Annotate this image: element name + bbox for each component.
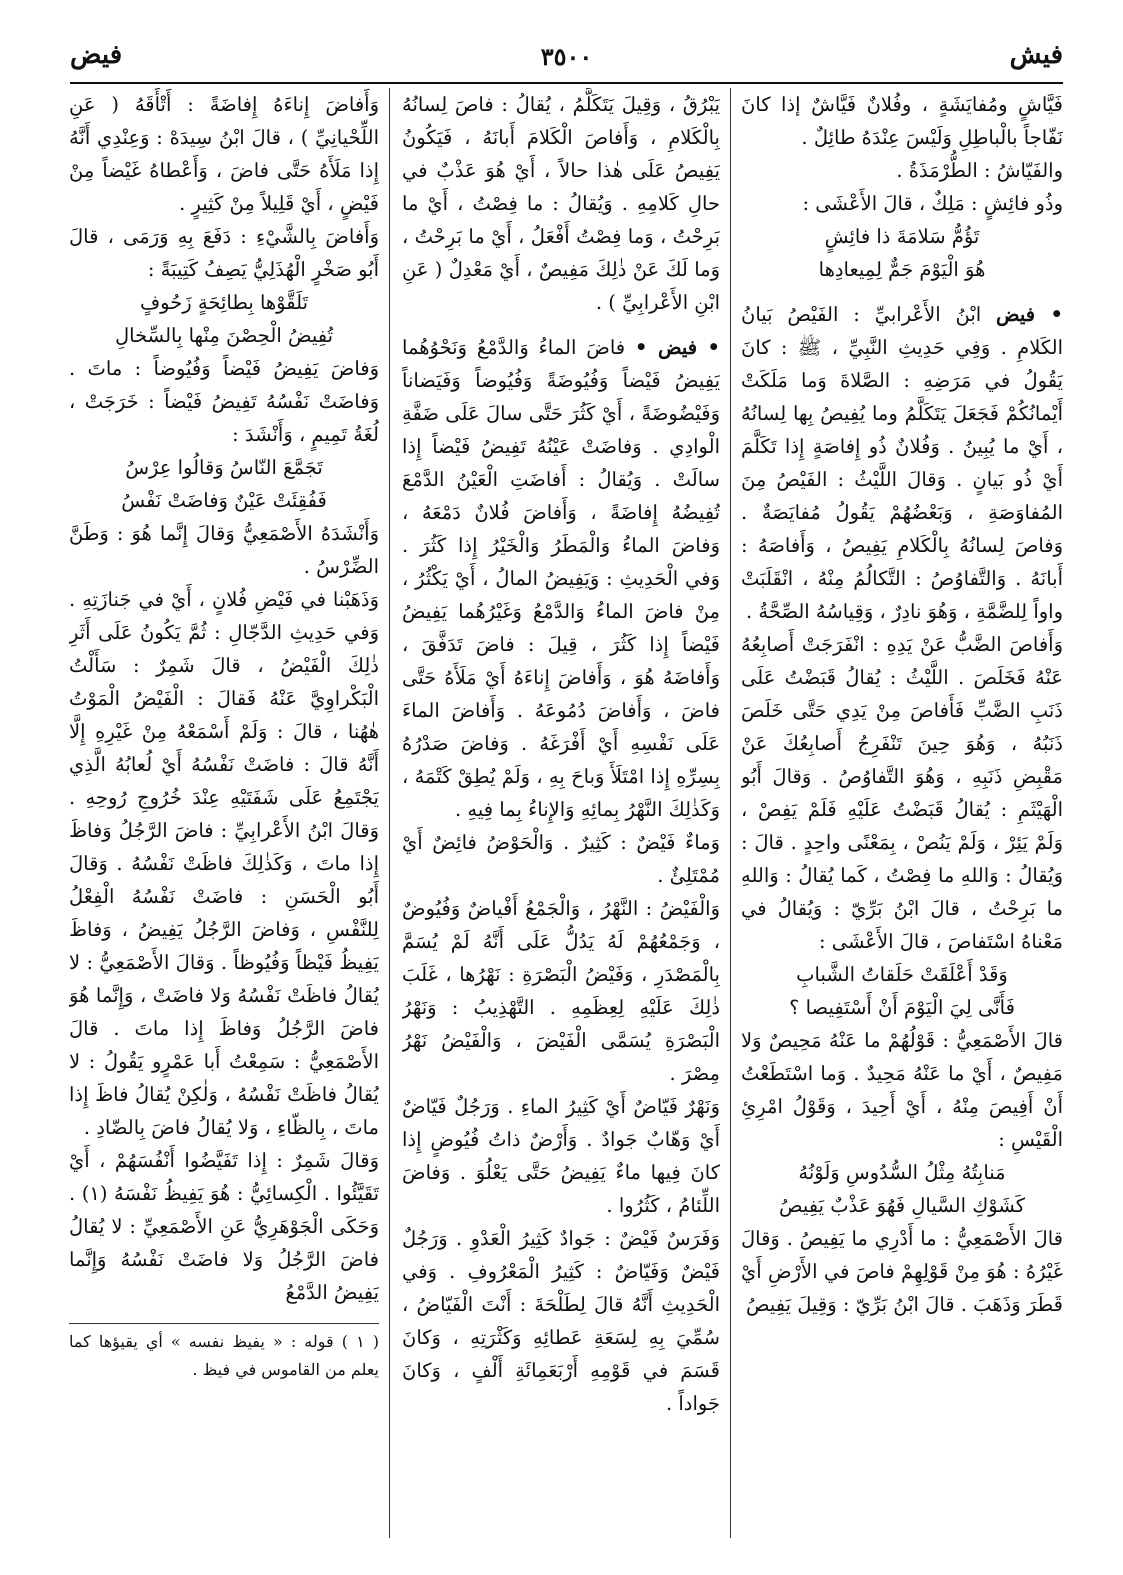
paragraph: فاضَ الماءُ وَالدَّمْعُ وَنَحْوُهُما يَفِيضُ فَيْضاً وَفُيُوضَةً وَفُيُوضاً وَفَيَضاناً وَفَيْضُوضَةً ، أَيْ كَثُرَ حَتَّى سالَ عَلَى ضَفَّةِ الْوادِي . وَفاضَتْ عَيْنُهُ تَفِيضُ فَيْضاً إِذا سالَتْ . وَيُقالُ : أَفاضَتِ الْعَيْنُ الدَّمْعَ تُفِيضُهُ إِفاضَةً ، وَأَفاضَ فُلانٌ دَمْعَهُ ، وَفاضَ الماءُ وَالْمَطَرُ وَالْخَيْرُ إِذا كَثُرَ . وَفي الْحَدِيثِ : وَيَفِيضُ المالُ ، أَيْ يَكْثُرُ ، مِنْ فاضَ الماءُ وَالدَّمْعُ وَغَيْرُهُما يَفِيضُ فَيْضاً إِذا كَثُرَ ، قِيلَ : فاضَ تَدَفَّقَ ، وَأَفاضَهُ هُوَ ، وَأَفاضَ إِناءَهُ أَيْ مَلَأَهُ حَتَّى فاضَ ، وَأَفاضَ دُمُوعَهُ . وَأَفاضَ الماءَ عَلَى نَفْسِهِ أَيْ أَفْرَغَهُ . وَفاضَ صَدْرُهُ بِسِرِّهِ إِذا امْتَلَأَ وَباحَ بِهِ ، وَلَمْ يُطِقْ كَتْمَهُ ، وَكَذٰلِكَ النَّهْرُ بِمائِهِ وَالإِناءُ بِما فِيهِ . bbox=[402, 336, 720, 821]
paragraph: وَفَرَسٌ فَيْضٌ : جَوادٌ كَثِيرُ الْعَدْوِ . وَرَجُلٌ فَيْضٌ وَفَيّاضٌ : كَثِيرُ الْمَعْرُوفِ . وَفي الْحَدِيثِ أَنَّهُ قالَ لِطَلْحَةَ : أَنْتَ الْفَيّاضُ ، سُمِّيَ بِهِ لِسَعَةِ عَطائِهِ وَكَثْرَتِهِ ، وَكانَ قَسَمَ في قَوْمِهِ أَرْبَعَمِائَةِ أَلْفٍ ، وَكانَ جَواداً . bbox=[402, 1227, 720, 1415]
entry-fays bbox=[741, 298, 1063, 628]
verse-line: كَشَوْكِ السَّيالِ فَهُوَ عَذْبٌ يَفِيصُ bbox=[778, 1194, 1026, 1217]
paragraph: وَقالَ شَمِرٌ : إِذا تَفَيَّضُوا أَنْفُسَهُمْ ، أَيْ تَقَيَّئُوا . الْكِسائِيُّ : هُوَ يَفِيظُ نَفْسَهُ (١) . وَحَكَى الْجَوْهَرِيُّ عَنِ الأَصْمَعِيِّ : لا يُقالُ فاضَ الرَّجُلُ وَلا فاضَتْ نَفْسُهُ وَإِنَّما يَفِيضُ الدَّمْعُ bbox=[69, 1149, 379, 1304]
column-divider bbox=[730, 88, 731, 1538]
footnote: ( ١ ) قوله : « يفيظ نفسه » أي يقيؤها كما يعلم من القاموس في فيظ . bbox=[69, 1332, 379, 1379]
entry-headword: • فيض • bbox=[635, 336, 720, 359]
paragraph: والفَيّاشُ : الطُّرْمَذَةُ . bbox=[896, 159, 1063, 182]
paragraph: وَذَهَبْنا في فَيْضِ فُلانٍ ، أَيْ في جَنازَتِهِ . وَفي حَدِيثِ الدَّجّالِ : ثُمَّ يَكُونُ عَلَى أَثَرِ ذٰلِكَ الْفَيْضُ ، قالَ شَمِرٌ : سَأَلْتُ الْبَكْراوِيَّ عَنْهُ فَقالَ : الْفَيْضُ الْمَوْتُ هٰهُنا ، قالَ : وَلَمْ أَسْمَعْهُ مِنْ غَيْرِهِ إِلَّا أَنَّهُ قالَ : فاضَتْ نَفْسُهُ أَيْ لُعابُهُ الَّذِي يَجْتَمِعُ عَلَى شَفَتَيْهِ عِنْدَ خُرُوجِ رُوحِهِ . وَقالَ ابْنُ الأَعْرابِيِّ : فاضَ الرَّجُلُ وَفاظَ إِذا ماتَ ، وَكَذٰلِكَ فاظَتْ نَفْسُهُ . وَقالَ أَبُو الْحَسَنِ : فاضَتْ نَفْسُهُ الْفِعْلُ لِلنَّفْسِ ، وَفاضَ الرَّجُلُ يَفِيضُ ، وَفاظَ يَفِيظُ فَيْظاً وَفُيُوظاً . وَقالَ الأَصْمَعِيُّ : لا يُقالُ فاظَتْ نَفْسُهُ وَلا فاضَتْ ، وَإِنَّما هُوَ فاضَ الرَّجُلُ وَفاظَ إِذا ماتَ . قالَ الأَصْمَعِيُّ : سَمِعْتُ أَبا عَمْرٍو يَقُولُ : لا يُقالُ فاظَتْ نَفْسُهُ ، وَلٰكِنْ يُقالُ فاظَ إِذا ماتَ ، بِالظّاءِ ، وَلا يُقالُ فاضَ بِالضّادِ . bbox=[69, 588, 379, 1139]
page-number: ٣٥٠٠ bbox=[540, 42, 593, 71]
header-left-word: فيض bbox=[70, 40, 123, 70]
verse-line: فَأَنَّى لِيَ الْيَوْمَ أَنْ أَسْتَفِيصا ؟ bbox=[789, 996, 1015, 1019]
verse-line: تَجَمَّعَ النّاسُ وَقالُوا عِرْسُ bbox=[125, 456, 323, 479]
column-divider bbox=[389, 88, 390, 1538]
column-left bbox=[69, 88, 379, 1548]
paragraph: وَأَنْشَدَهُ الأَصْمَعِيُّ وَقالَ إِنَّما هُوَ : وَطَنَّ الضِّرْسُ . bbox=[69, 522, 379, 578]
verse-line: فَفُقِئَتْ عَيْنٌ وَفاضَتْ نَفْسُ bbox=[121, 489, 327, 512]
column-right bbox=[741, 88, 1063, 1548]
verse-line: تُفِيضُ الْحِصْنَ مِنْها بِالسِّخالِ bbox=[114, 324, 334, 347]
paragraph: وَأَفاضَ إِناءَهُ إِفاضَةً : أَتْأَقَهُ ( عَنِ اللِّحْيانِيِّ ) ، قالَ ابْنُ سِيدَهْ : وَعِنْدِي أَنَّهُ إِذا مَلَأَهُ حَتَّى فاضَ ، وَأَعْطاهُ غَيْضاً مِنْ فَيْضٍ ، أَيْ قَلِيلاً مِنْ كَثِيرٍ . bbox=[69, 93, 379, 215]
paragraph: وَأَفاصَ الضَّبُّ عَنْ يَدِهِ : انْفَرَجَتْ أَصابِعُهُ عَنْهُ فَخَلَصَ . اللَّيْثُ : يُقالُ قَبَضْتُ عَلَى ذَنَبِ الضَّبِّ فَأَفاصَ مِنْ يَدِي حَتَّى خَلَصَ ذَنَبُهُ ، وَهُوَ حِينَ تَنْفَرِجُ أَصابِعُكَ عَنْ مَقْبِضِ ذَنَبِهِ ، وَهُوَ التَّفاوُصُ . وَقالَ أَبُو الْهَيْثَمِ : يُقالُ قَبَضْتُ عَلَيْهِ فَلَمْ يَفِصْ ، وَلَمْ يَئِرْ ، وَلَمْ يَنُصْ ، بِمَعْنًى واحِدٍ . قالَ : وَيُقالُ : وَاللهِ ما فِصْتُ ، كَما يُقالُ : وَاللهِ ما بَرِحْتُ ، قالَ ابْنُ بَرِّيّ : وَيُقالُ في مَعْناهُ اسْتَفاصَ ، قالَ الأَعْشَى : bbox=[741, 633, 1063, 953]
column-middle bbox=[402, 88, 720, 1548]
header-right-word: فيش bbox=[1009, 40, 1063, 70]
paragraph: قالَ الأَصْمَعِيُّ : قَوْلُهُمْ ما عَنْهُ مَحِيصٌ وَلا مَفِيصٌ ، أَيْ ما عَنْهُ مَحِيدٌ . وَما اسْتَطَعْتُ أَنْ أَفِيصَ مِنْهُ ، أَيْ أَحِيدَ ، وَقَوْلُ امْرِئِ الْقَيْسِ : bbox=[741, 1029, 1063, 1151]
paragraph: ابْنُ الأَعْرابيِّ : الفَيْصُ بَيانُ الكَلامِ . وَفِي حَدِيثِ النَّبِيِّ ، ﷺ : كانَ يَقُولُ في مَرَضِهِ : الصَّلاةَ وَما مَلَكَتْ أَيْمانُكُمْ فَجَعَلَ يَتَكَلَّمُ وما يُفِيصُ بِها لِسانُهُ ، أَيْ ما يُبِينُ . وَفُلانٌ ذُو إِفاصَةٍ إِذا تَكَلَّمَ أَيْ ذُو بَيانٍ . وَقالَ اللَّيْثُ : الفَيْصُ مِنَ المُفاوَصَةِ ، وَبَعْضُهُمْ يَقُولُ مُفايَصَةٌ . وَفاصَ لِسانُهُ بِالْكَلامِ يَفِيصُ ، وَأَفاصَهُ : أَبانَهُ . وَالتَّفاوُصُ : التَّكالُمُ مِنْهُ ، انْقَلَبَتْ واواً لِلضَّمَّةِ ، وَهُوَ نادِرٌ ، وَقِياسُهُ الصِّحَّةُ . bbox=[741, 303, 1063, 623]
paragraph: وَماءٌ فَيْضٌ : كَثِيرٌ . وَالْحَوْضُ فائِضٌ أَيْ مُمْتَلِئٌ . bbox=[402, 831, 720, 887]
verse-line: مَنابِتُهُ مِثْلُ السُّدُوسِ وَلَوْنُهُ bbox=[798, 1161, 1006, 1184]
paragraph: وَأَفاضَ بِالشَّيْءِ : دَفَعَ بِهِ وَرَمَى ، قالَ أَبُو صَخْرٍ الْهُذَلِيُّ يَصِفُ كَتِيبَةً : bbox=[69, 225, 379, 281]
paragraph: وَفاضَ يَفِيضُ فَيْضاً وَفُيُوضاً : ماتَ . وَفاضَتْ نَفْسُهُ تَفِيضُ فَيْضاً : خَرَجَتْ ، لُغَةُ تَمِيمٍ ، وَأَنْشَدَ : bbox=[69, 357, 379, 446]
verse-line: تَلَقَّوْها بِطائِحَةٍ زَحُوفٍ bbox=[139, 291, 309, 314]
entry-gap bbox=[402, 319, 720, 331]
entry-headword: • فيض bbox=[996, 303, 1063, 326]
footnote-divider bbox=[69, 1323, 379, 1324]
paragraph: وَالْفَيْضُ : النَّهْرُ ، وَالْجَمْعُ أَفْياضٌ وَفُيُوضٌ ، وَجَمْعُهُمْ لَهُ يَدُلُّ عَلَى أَنَّهُ لَمْ يُسَمَّ بِالْمَصْدَرِ ، وَفَيْضُ الْبَصْرَةِ : نَهْرُها ، غَلَبَ ذٰلِكَ عَلَيْهِ لِعِظَمِهِ . التَّهْذِيبُ : وَنَهْرُ الْبَصْرَةِ يُسَمَّى الْفَيْضَ ، وَالْفَيْضُ نَهْرُ مِصْرَ . bbox=[402, 897, 720, 1085]
paragraph: وَنَهْرٌ فَيّاضٌ أَيْ كَثِيرُ الماءِ . وَرَجُلٌ فَيّاضٌ أَيْ وَهّابٌ جَوادٌ . وَأَرْضٌ ذاتُ فُيُوضٍ إِذا كانَ فِيها ماءٌ يَفِيضُ حَتَّى يَعْلُوَ . وَفاضَ اللِّئامُ ، كَثُرُوا . bbox=[402, 1095, 720, 1217]
paragraph: يَبْرُقُ ، وَقِيلَ يَتَكَلَّمُ ، يُقالُ : فاصَ لِسانُهُ بِالْكَلامِ ، وَأَفاصَ الْكَلامَ أَبانَهُ ، فَيَكُونُ يَفِيصُ عَلَى هٰذا حالاً ، أَيْ هُوَ عَذْبٌ في حالِ كَلامِهِ . وَيُقالُ : ما فِصْتُ ، أَيْ ما بَرِحْتُ ، وَما فِصْتُ أَفْعَلُ ، أَيْ ما بَرِحْتُ ، وَما لَكَ عَنْ ذٰلِكَ مَفِيصٌ ، أَيْ مَعْدِلٌ ( عَنِ ابْنِ الأَعْرابِيِّ ) . bbox=[402, 93, 720, 314]
entry-gap bbox=[741, 286, 1063, 298]
entry-fayd bbox=[402, 331, 720, 826]
paragraph: فَيَّاشٍ ومُفايَشَةٍ ، وفُلانٌ فَيَّاشٌ إذا كانَ نَفّاجاً بالْباطِلِ وَلَيْسَ عِنْدَهُ طائِلٌ . bbox=[741, 93, 1063, 149]
verse-line: وَقَدْ أَعْلَقَتْ حَلَقاتُ الشَّبابِ bbox=[796, 963, 1008, 986]
paragraph: وذُو فائِشٍ : مَلِكٌ ، قالَ الأَعْشَى : bbox=[802, 192, 1063, 215]
paragraph: قالَ الأَصْمَعِيُّ : ما أَدْرِي ما يَفِيصُ . وَقالَ غَيْرُهُ : هُوَ مِنْ قَوْلِهِمْ فاصَ في الأَرْضِ أَيْ قَطَرَ وَذَهَبَ . قالَ ابْنُ بَرِّيّ : وَقِيلَ يَفِيصُ bbox=[741, 1227, 1063, 1316]
page-header bbox=[70, 38, 1063, 84]
verse-line: تَؤُمُّ سَلامَةَ ذا فائِشٍ bbox=[824, 225, 980, 248]
verse-line: هُوَ الْيَوْمَ جَمٌّ لِمِيعادِها bbox=[818, 258, 986, 281]
